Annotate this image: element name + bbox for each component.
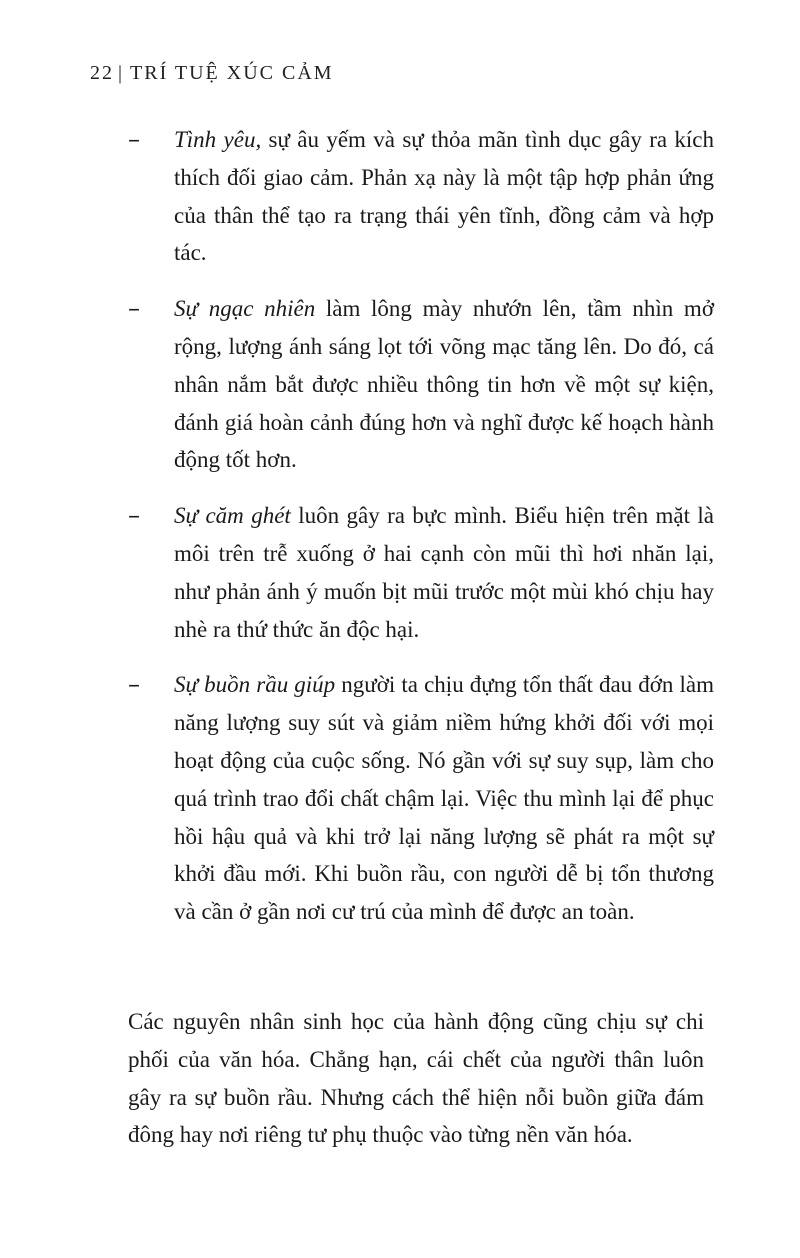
bullet-body: người ta chịu đựng tổn thất đau đớn làm năng lượng suy sút và giảm niềm hứng khởi đối với mọi hoạt động của cuộc sống. Nó gần với sự suy sụp, làm cho quá trình trao đổi chất chậm lại. Việc thu mình lại để phục hồi hậu quả và khi trở lại năng lượng sẽ phát ra một sự khởi đầu mới. Khi buồn rầu, con người dễ bị tổn thương và cần ở gần nơi cư trú của mình để được an toàn. bbox=[174, 672, 714, 925]
page-number: 22 bbox=[90, 62, 114, 84]
bullet-dash: – bbox=[128, 501, 140, 530]
bullet-dash: – bbox=[128, 670, 140, 699]
header-separator: | bbox=[118, 62, 125, 84]
bullet-body: sự âu yếm và sự thỏa mãn tình dục gây ra kích thích đối giao cảm. Phản xạ này là một tập hợp phản ứng của thân thể tạo ra trạng thái yên tĩnh, đồng cảm và hợp tác. bbox=[174, 127, 714, 266]
bullet-text bbox=[174, 121, 714, 272]
bullet-lead: Tình yêu, bbox=[174, 127, 262, 152]
bullet-text bbox=[174, 497, 714, 648]
bullet-body: làm lông mày nhướn lên, tầm nhìn mở rộng, lượng ánh sáng lọt tới võng mạc tăng lên. Do đó, cá nhân nắm bắt được nhiều thông tin hơn về một sự kiện, đánh giá hoàn cảnh đúng hơn và nghĩ được kế hoạch hành động tốt hơn. bbox=[174, 296, 714, 473]
emotion-list bbox=[128, 121, 714, 949]
bullet-text bbox=[174, 290, 714, 479]
bullet-lead: Sự buồn rầu giúp bbox=[174, 672, 336, 698]
list-item bbox=[128, 666, 714, 931]
bullet-dash: – bbox=[128, 125, 140, 153]
list-item bbox=[128, 121, 714, 272]
bullet-text bbox=[174, 666, 714, 931]
bullet-body: luôn gây ra bực mình. Biểu hiện trên mặt là môi trên trễ xuống ở hai cạnh còn mũi thì hơi nhăn lại, như phản ánh ý muốn bịt mũi trước một mùi khó chịu hay nhè ra thứ thức ăn độc hại. bbox=[174, 503, 714, 642]
bullet-lead: Sự ngạc nhiên bbox=[174, 296, 316, 322]
bullet-lead: Sự căm ghét bbox=[174, 503, 291, 529]
bullet-dash: – bbox=[128, 294, 140, 323]
list-item bbox=[128, 290, 714, 479]
body-paragraph: Các nguyên nhân sinh học của hành động cũng chịu sự chi phối của văn hóa. Chẳng hạn, cái chết của người thân luôn gây ra sự buồn rầu. Nhưng cách thể hiện nỗi buồn giữa đám đông hay nơi riêng tư phụ thuộc vào từng nền văn hóa. bbox=[128, 1009, 704, 1148]
book-title: TRÍ TUỆ XÚC CẢM bbox=[130, 62, 334, 84]
list-item bbox=[128, 497, 714, 648]
running-header bbox=[90, 62, 334, 85]
